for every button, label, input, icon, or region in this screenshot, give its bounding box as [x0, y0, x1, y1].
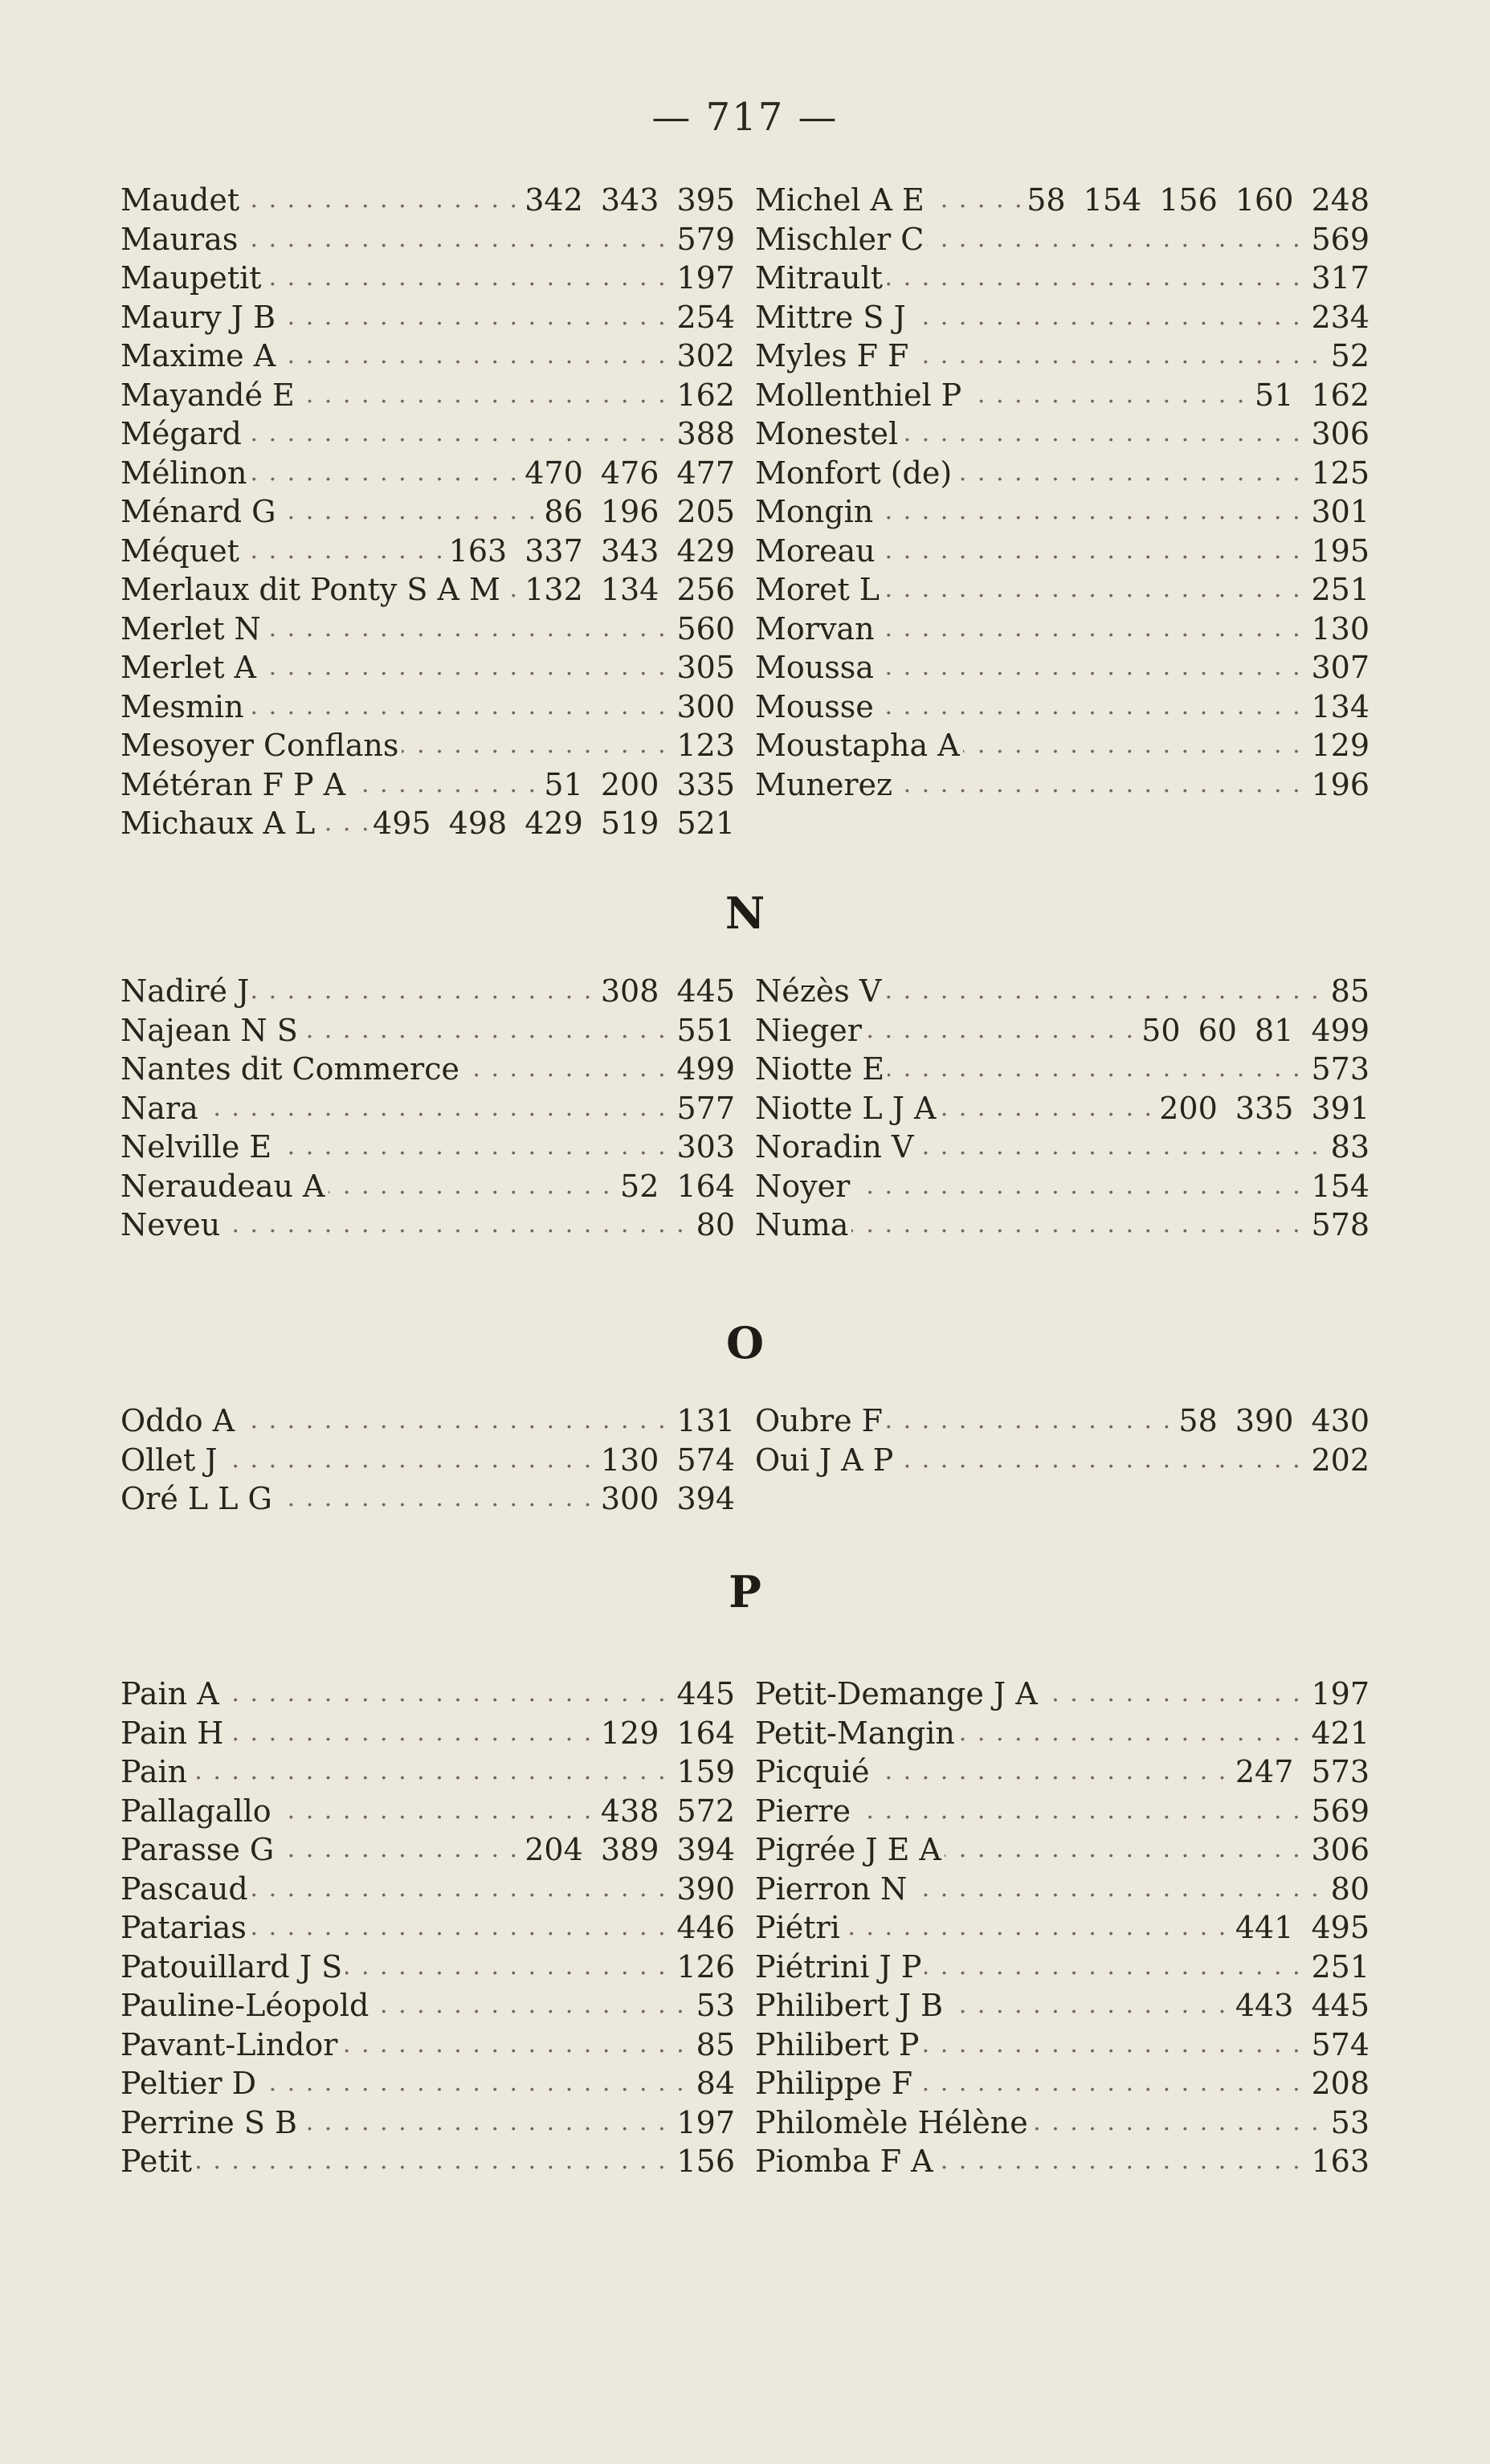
- entry-pages: 204 389 394: [520, 1830, 735, 1870]
- entry-name: Maury J B: [120, 300, 279, 335]
- entry-pages: 159: [672, 1752, 735, 1792]
- entry-pages: 208: [1306, 2064, 1370, 2103]
- index-entry: [120, 1870, 735, 1909]
- entry-pages: 163 337 343 429: [444, 532, 735, 571]
- entry-name: Petit-Mangin: [755, 1715, 958, 1751]
- index-entry: [120, 220, 735, 259]
- entry-name: Ollet J: [120, 1442, 221, 1478]
- entry-pages: 197: [1306, 1675, 1370, 1714]
- left-column: [120, 1675, 735, 2181]
- entry-pages: 306: [1306, 414, 1370, 454]
- entry-name: Philibert P: [755, 2027, 922, 2062]
- entry-pages: 254: [672, 298, 735, 337]
- entry-pages: 302: [672, 337, 735, 376]
- left-column: [120, 181, 735, 843]
- entry-pages: 52: [1326, 337, 1370, 376]
- index-entry: [755, 220, 1370, 259]
- index-entry: [120, 687, 735, 727]
- entry-pages: 300 394: [596, 1479, 735, 1519]
- index-entry: [755, 1752, 1370, 1792]
- index-entry: [120, 1752, 735, 1792]
- index-entry: [120, 648, 735, 687]
- entry-name: Méquet: [120, 533, 243, 569]
- index-entry: [755, 2064, 1370, 2103]
- entry-name: Merlet N: [120, 611, 264, 647]
- entry-pages: 58 154 156 160 248: [1022, 181, 1370, 220]
- entry-pages: 50 60 81 499: [1137, 1011, 1370, 1050]
- index-entry: [120, 259, 735, 298]
- entry-name: Pascaud: [120, 1871, 251, 1907]
- entry-pages: 300: [672, 687, 735, 727]
- index-entry: [120, 1050, 735, 1089]
- index-entry: [755, 1908, 1370, 1948]
- entry-pages: 438 572: [596, 1792, 735, 1831]
- entry-name: Nadiré J: [120, 973, 252, 1009]
- index-entry: [120, 804, 735, 843]
- entry-pages: 80: [692, 1205, 735, 1245]
- index-entry: [755, 1205, 1370, 1245]
- index-entry: [755, 1870, 1370, 1909]
- index-entry: [120, 570, 735, 610]
- entry-name: Oubre F: [755, 1403, 886, 1438]
- entry-name: Météran F P A: [120, 767, 349, 802]
- entry-pages: 305: [672, 648, 735, 687]
- entry-pages: 162: [672, 376, 735, 415]
- index-entry: [120, 1089, 735, 1128]
- entry-pages: 85: [692, 2025, 735, 2065]
- entry-pages: 129: [1306, 726, 1370, 765]
- entry-name: Mollenthiel P: [755, 377, 965, 413]
- index-entry: [755, 1128, 1370, 1167]
- index-entry: [755, 1675, 1370, 1714]
- entry-pages: 132 134 256: [520, 570, 735, 610]
- entry-name: Mesoyer Conflans: [120, 728, 402, 763]
- entry-name: Pierron N: [755, 1871, 910, 1907]
- entry-name: Philibert J B: [755, 1988, 946, 2023]
- entry-pages: 342 343 395: [520, 181, 735, 220]
- entry-name: Morvan: [755, 611, 878, 647]
- entry-name: Michel A E: [755, 182, 928, 218]
- index-entry: [120, 1908, 735, 1948]
- entry-pages: 200 335 391: [1154, 1089, 1370, 1128]
- entry-pages: 301: [1306, 492, 1370, 532]
- entry-name: Neraudeau A: [120, 1169, 329, 1204]
- index-entry: [120, 1830, 735, 1870]
- entry-pages: 53: [1326, 2103, 1370, 2143]
- entry-name: Oddo A: [120, 1403, 238, 1438]
- entry-name: Moustapha A: [755, 728, 963, 763]
- index-entry: [755, 2142, 1370, 2181]
- entry-name: Niotte E: [755, 1051, 888, 1087]
- entry-pages: 83: [1326, 1128, 1370, 1167]
- index-entry: [120, 1986, 735, 2025]
- index-entry: [755, 972, 1370, 1011]
- entry-name: Merlet A: [120, 650, 259, 685]
- entry-pages: 308 445: [596, 972, 735, 1011]
- entry-pages: 134: [1306, 687, 1370, 727]
- entry-name: Neveu: [120, 1207, 223, 1242]
- index-entry: [120, 298, 735, 337]
- index-entry: [755, 454, 1370, 493]
- page-number: — 717 —: [651, 95, 839, 140]
- left-column: [120, 1401, 735, 1519]
- right-column: [755, 1401, 1370, 1479]
- entry-name: Maupetit: [120, 260, 265, 296]
- entry-pages: 445: [672, 1675, 735, 1714]
- entry-pages: 579: [672, 220, 735, 259]
- index-entry: [120, 1128, 735, 1167]
- entry-name: Maxime A: [120, 338, 279, 373]
- entry-pages: 123: [672, 726, 735, 765]
- index-entry: [120, 765, 735, 805]
- left-column: [120, 972, 735, 1245]
- index-entry: [755, 1089, 1370, 1128]
- index-entry: [755, 492, 1370, 532]
- entry-name: Moussa: [755, 650, 877, 685]
- entry-pages: 578: [1306, 1205, 1370, 1245]
- entry-pages: 569: [1306, 1792, 1370, 1831]
- entry-name: Monestel: [755, 416, 901, 451]
- index-entry: [755, 570, 1370, 610]
- index-entry: [755, 1401, 1370, 1441]
- entry-pages: 306: [1306, 1830, 1370, 1870]
- entry-pages: 126: [672, 1948, 735, 1987]
- index-entry: [755, 610, 1370, 649]
- index-entry: [120, 1479, 735, 1519]
- entry-name: Myles F F: [755, 338, 912, 373]
- entry-name: Patouillard J S: [120, 1949, 345, 1985]
- entry-pages: 52 164: [615, 1167, 735, 1206]
- index-entry: [120, 2025, 735, 2065]
- index-entry: [755, 1441, 1370, 1480]
- entry-pages: 421: [1306, 1714, 1370, 1753]
- entry-pages: 86 196 205: [539, 492, 735, 532]
- index-entry: [120, 610, 735, 649]
- entry-name: Maudet: [120, 182, 243, 218]
- index-entry: [120, 1441, 735, 1480]
- entry-name: Noradin V: [755, 1129, 916, 1165]
- entry-pages: 84: [692, 2064, 735, 2103]
- entry-pages: 560: [672, 610, 735, 649]
- entry-name: Parasse G: [120, 1832, 277, 1867]
- index-entry: [755, 1986, 1370, 2025]
- right-column: [755, 1675, 1370, 2181]
- entry-name: Piomba F A: [755, 2144, 937, 2179]
- index-entry: [755, 1050, 1370, 1089]
- index-entry: [755, 1714, 1370, 1753]
- entry-pages: 234: [1306, 298, 1370, 337]
- entry-name: Moret L: [755, 572, 883, 607]
- section-letter: P: [729, 1566, 761, 1618]
- entry-name: Perrine S B: [120, 2105, 300, 2140]
- index-entry: [120, 454, 735, 493]
- index-entry: [755, 1830, 1370, 1870]
- index-entry: [120, 337, 735, 376]
- index-entry: [120, 376, 735, 415]
- right-column: [755, 972, 1370, 1245]
- entry-name: Pierre: [755, 1793, 854, 1829]
- index-entry: [120, 1675, 735, 1714]
- index-entry: [120, 972, 735, 1011]
- index-entry: [755, 298, 1370, 337]
- entry-pages: 53: [692, 1986, 735, 2025]
- index-entry: [120, 532, 735, 571]
- entry-pages: 202: [1306, 1441, 1370, 1480]
- entry-pages: 131: [672, 1401, 735, 1441]
- index-entry: [120, 1948, 735, 1987]
- entry-name: Mischler C: [755, 222, 927, 257]
- entry-pages: 577: [672, 1089, 735, 1128]
- index-entry: [120, 1011, 735, 1050]
- entry-pages: 441 495: [1231, 1908, 1370, 1948]
- entry-name: Ménard G: [120, 494, 279, 529]
- entry-name: Mitrault: [755, 260, 886, 296]
- entry-pages: 197: [672, 2103, 735, 2143]
- entry-pages: 247 573: [1231, 1752, 1370, 1792]
- entry-name: Michaux A L: [120, 806, 318, 841]
- entry-pages: 317: [1306, 259, 1370, 298]
- entry-pages: 130: [1306, 610, 1370, 649]
- entry-name: Patarias: [120, 1910, 250, 1945]
- index-entry: [120, 414, 735, 454]
- entry-pages: 495 498 429 519 521: [368, 804, 735, 843]
- entry-name: Mousse: [755, 689, 877, 724]
- entry-name: Oré L L G: [120, 1481, 276, 1516]
- entry-name: Niotte L J A: [755, 1091, 939, 1126]
- entry-name: Noyer: [755, 1169, 853, 1204]
- entry-name: Oui J A P: [755, 1442, 896, 1478]
- entry-name: Philippe F: [755, 2066, 916, 2101]
- entry-name: Monfort (de): [755, 455, 955, 491]
- entry-pages: 58 390 430: [1174, 1401, 1370, 1441]
- index-entry: [755, 1167, 1370, 1206]
- entry-name: Mauras: [120, 222, 241, 257]
- entry-pages: 574: [1306, 2025, 1370, 2065]
- entry-pages: 551: [672, 1011, 735, 1050]
- index-entry: [755, 1792, 1370, 1831]
- entry-name: Mesmin: [120, 689, 247, 724]
- entry-name: Peltier D: [120, 2066, 259, 2101]
- index-entry: [120, 2103, 735, 2143]
- entry-name: Pigrée J E A: [755, 1832, 945, 1867]
- entry-name: Nieger: [755, 1013, 865, 1048]
- entry-name: Mégard: [120, 416, 245, 451]
- entry-pages: 154: [1306, 1167, 1370, 1206]
- entry-pages: 251: [1306, 1948, 1370, 1987]
- index-entry: [755, 687, 1370, 727]
- entry-pages: 163: [1306, 2142, 1370, 2181]
- entry-name: Pain A: [120, 1676, 222, 1711]
- index-entry: [120, 181, 735, 220]
- entry-name: Petit: [120, 2144, 195, 2179]
- index-entry: [755, 337, 1370, 376]
- entry-name: Pavant-Lindor: [120, 2027, 341, 2062]
- index-entry: [120, 2142, 735, 2181]
- entry-name: Nézès V: [755, 973, 884, 1009]
- index-entry: [120, 1167, 735, 1206]
- entry-pages: 388: [672, 414, 735, 454]
- section-letter: N: [725, 887, 765, 939]
- entry-pages: 573: [1306, 1050, 1370, 1089]
- entry-pages: 130 574: [596, 1441, 735, 1480]
- entry-pages: 196: [1306, 765, 1370, 805]
- section-letter: O: [725, 1317, 765, 1369]
- entry-pages: 129 164: [596, 1714, 735, 1753]
- index-entry: [120, 726, 735, 765]
- entry-name: Picquié: [755, 1754, 872, 1789]
- entry-name: Piétri: [755, 1910, 843, 1945]
- index-entry: [120, 1205, 735, 1245]
- entry-name: Petit-Demange J A: [755, 1676, 1041, 1711]
- entry-name: Mittre S J: [755, 300, 909, 335]
- entry-name: Mayandé E: [120, 377, 298, 413]
- index-entry: [755, 181, 1370, 220]
- entry-pages: 251: [1306, 570, 1370, 610]
- index-entry: [755, 414, 1370, 454]
- index-entry: [755, 1011, 1370, 1050]
- entry-pages: 470 476 477: [520, 454, 735, 493]
- entry-name: Munerez: [755, 767, 896, 802]
- entry-pages: 303: [672, 1128, 735, 1167]
- index-entry: [120, 2064, 735, 2103]
- index-entry: [755, 765, 1370, 805]
- index-entry: [120, 1401, 735, 1441]
- entry-name: Piétrini J P: [755, 1949, 925, 1985]
- entry-name: Nantes dit Commerce: [120, 1051, 463, 1087]
- entry-name: Numa: [755, 1207, 851, 1242]
- entry-pages: 390: [672, 1870, 735, 1909]
- entry-pages: 51 162: [1250, 376, 1370, 415]
- entry-pages: 125: [1306, 454, 1370, 493]
- entry-name: Mélinon: [120, 455, 251, 491]
- entry-pages: 80: [1326, 1870, 1370, 1909]
- index-entry: [755, 648, 1370, 687]
- entry-pages: 197: [672, 259, 735, 298]
- entry-name: Philomèle Hélène: [755, 2105, 1031, 2140]
- index-entry: [755, 259, 1370, 298]
- entry-name: Pauline-Léopold: [120, 1988, 372, 2023]
- index-entry: [755, 2103, 1370, 2143]
- right-column: [755, 181, 1370, 804]
- entry-pages: 85: [1326, 972, 1370, 1011]
- index-entry: [120, 492, 735, 532]
- entry-name: Pain: [120, 1754, 190, 1789]
- index-entry: [755, 1948, 1370, 1987]
- index-entry: [755, 532, 1370, 571]
- index-entry: [755, 376, 1370, 415]
- entry-pages: 195: [1306, 532, 1370, 571]
- entry-pages: 446: [672, 1908, 735, 1948]
- entry-pages: 443 445: [1231, 1986, 1370, 2025]
- entry-pages: 499: [672, 1050, 735, 1089]
- entry-name: Merlaux dit Ponty S A M: [120, 572, 504, 607]
- index-entry: [755, 726, 1370, 765]
- entry-name: Moreau: [755, 533, 879, 569]
- entry-pages: 569: [1306, 220, 1370, 259]
- entry-name: Nara: [120, 1091, 202, 1126]
- entry-name: Nelville E: [120, 1129, 275, 1165]
- entry-pages: 51 200 335: [539, 765, 735, 805]
- index-entry: [120, 1792, 735, 1831]
- entry-name: Mongin: [755, 494, 876, 529]
- entry-name: Pain H: [120, 1715, 227, 1751]
- index-entry: [755, 2025, 1370, 2065]
- index-entry: [120, 1714, 735, 1753]
- entry-name: Najean N S: [120, 1013, 301, 1048]
- entry-pages: 307: [1306, 648, 1370, 687]
- entry-name: Pallagallo: [120, 1793, 275, 1829]
- entry-pages: 156: [672, 2142, 735, 2181]
